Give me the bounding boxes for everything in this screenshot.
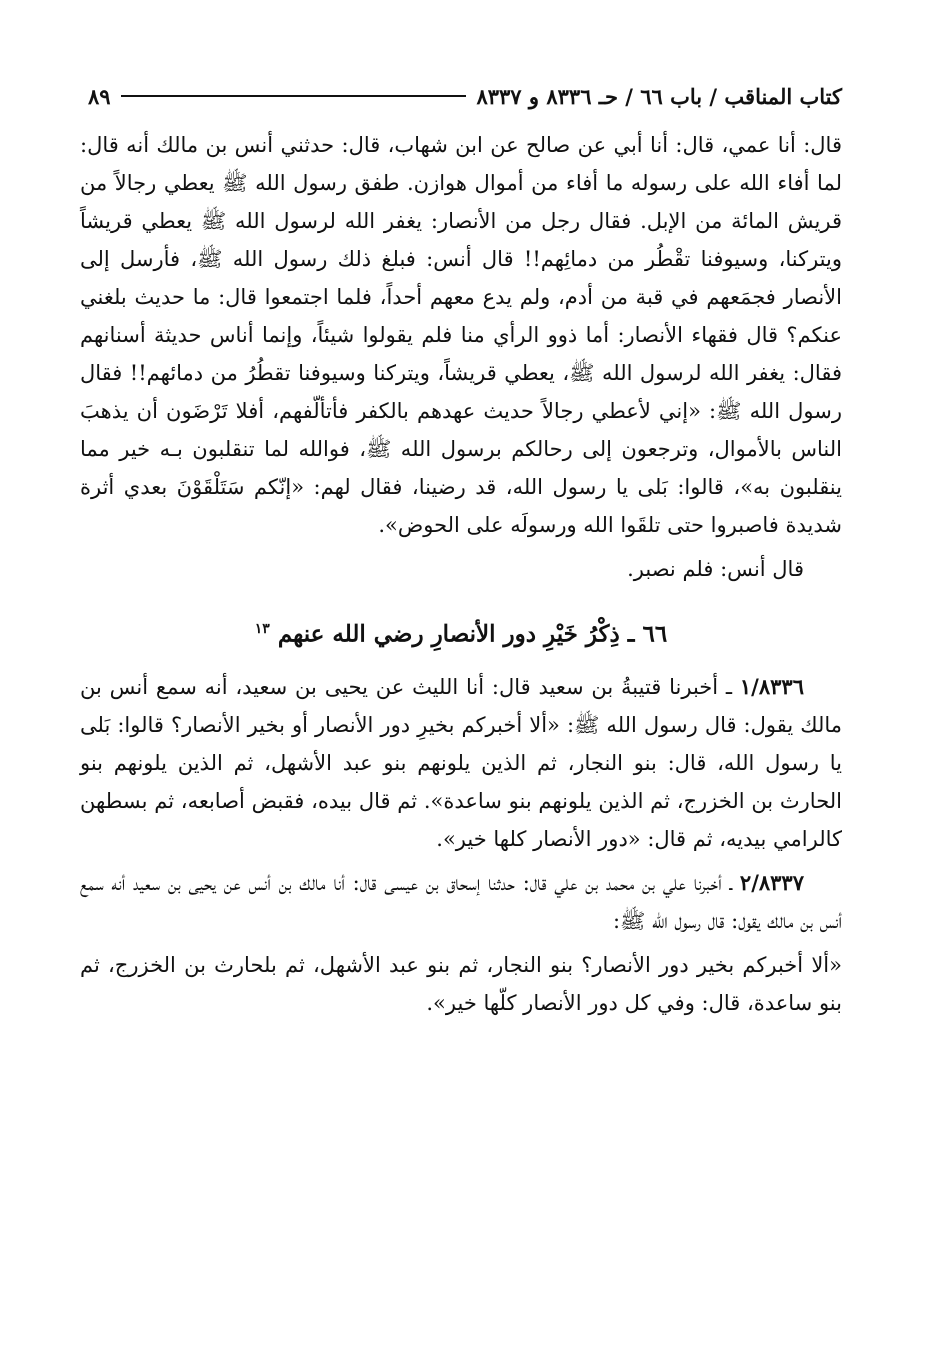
- hadith-text: ـ أخبرنا قتيبةُ بن سعيد قال: أنا الليث عن يحيى بن سعيد، أنه سمع أنس بن مالك يقول: قال رسول الله ﷺ: «ألا أخبركم بخيرِ دور الأنصار أو بخير الأنصار؟ قالوا: بَلى يا رسول الله، قال: بنو النجار، ثم الذين يلونهم بنو عبد الأشهل، ثم الذين يلونهم بنو الحارث بن الخزرج، ثم الذين يلونهم بنو ساعدة». ثم قال بيده، فقبض أصابعه، ثم بسطهن كالرامي بيديه، ثم قال: «دور الأنصار كلها خير».: [80, 674, 842, 851]
- chapter-heading: [80, 610, 842, 654]
- hadith-8336: [80, 668, 842, 858]
- chapter-footnote-marker: ١٣: [254, 621, 270, 637]
- hadith-8337-quote: «ألا أخبركم بخير دور الأنصار؟ بنو النجار، ثم بنو عبد الأشهل، ثم بلحارث بن الخزرج، ثم بنو ساعدة، قال: وفي كل دور الأنصار كلّها خير».: [80, 952, 842, 1015]
- anas-remark-paragraph: قال أنس: فلم نصبر.: [627, 557, 804, 581]
- hadith-continuation-paragraph: قال: أنا عمي، قال: أنا أبي عن صالح عن ابن شهاب، قال: حدثني أنس بن مالك أنه قال: لما أفاء الله على رسوله ما أفاء من أموال هوازن. طفق رسول الله ﷺ يعطي رجالاً من قريش المائة من الإبل. فقال رجل من الأنصار: يغفر الله لرسول الله ﷺ يعطي قريشاً ويتركنا، وسيوفنا تقْطُر من دمائِهم!! قال أنس: فبلغ ذلك رسول الله ﷺ، فأرسل إلى الأنصار فجمَعهم في قبة من أدم، ولم يدع معهم أحداً، فلما اجتمعوا قال: ما حديث بلغني عنكم؟ قال فقهاء الأنصار: أما ذوو الرأي منا فلم يقولوا شيئاً، وإنما أناس حديثة أسنانهم فقال: يغفر الله لرسول الله ﷺ، يعطي قريشاً، ويتركنا وسيوفنا تقطُرُ من دمائهم!! فقال رسول الله ﷺ: «إني لأعطي رجالاً حديث عهدهم بالكفر فأتألّفهم، أفلا تَرْضَون أن يذهبَ الناس بالأموال، وترجعون إلى رحالكم برسول الله ﷺ، فوالله لما تنقلبون بـه خير مما ينقلبون به»، قالوا: بَلى يا رسول الله، قد رضينا، فقال لهم: «إنّكم سَتَلْقَوْنَ بعدي أثرة شديدة فاصبروا حتى تلقَوا الله ورسولَه على الحوض».: [80, 133, 842, 537]
- chapter-title: ٦٦ ـ ذِكْرُ خَيْرِ دور الأنصارِ رضي الله عنهم: [277, 620, 668, 648]
- hadith-number: ٢/٨٣٣٧: [739, 869, 804, 895]
- header-title: كتاب المناقب / باب ٦٦ / حـ ٨٣٣٦ و ٨٣٣٧: [476, 83, 842, 109]
- hadith-number: ١/٨٣٣٦: [739, 673, 804, 699]
- running-header: [88, 78, 842, 114]
- page-body: [80, 126, 842, 1022]
- hadith-text: ـ أخبرنا علي بن محمد بن علي قال: حدثنا إسحاق بن عيسى قال: أنا مالك بن أنس عن يحيى بن سعيد أنه سمع أنس بن مالك يقول: قال رسول الله ﷺ:: [80, 870, 842, 933]
- hadith-8337: [80, 864, 842, 940]
- page-number: ٨٩: [88, 83, 111, 109]
- header-rule: [121, 95, 467, 97]
